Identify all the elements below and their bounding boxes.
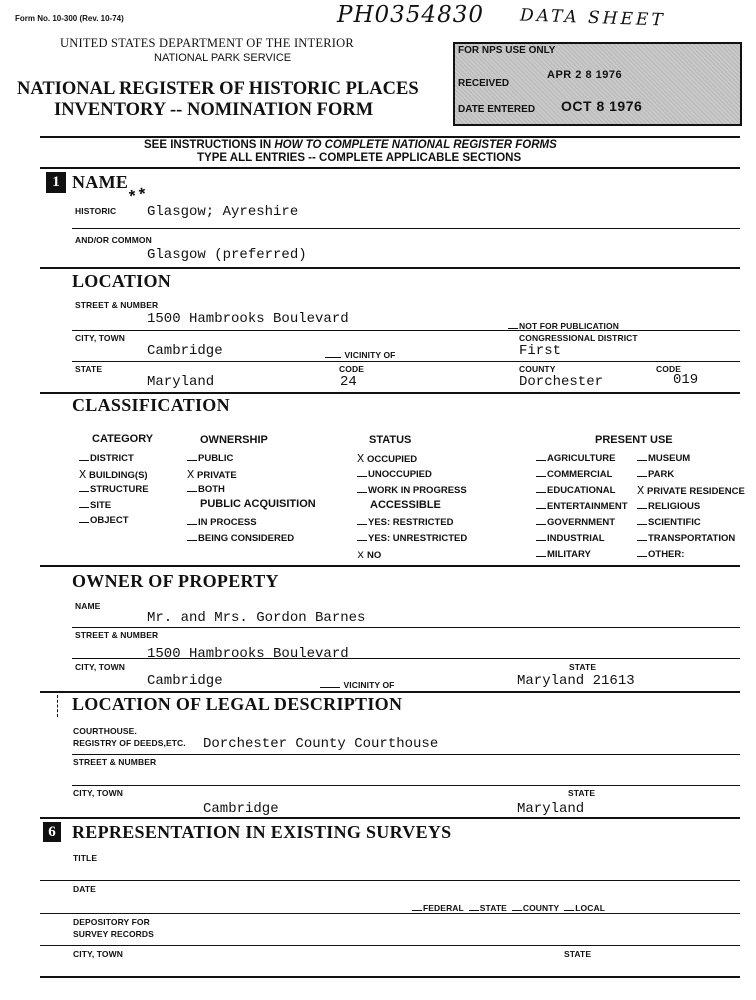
date-entered-stamp: OCT 8 1976: [561, 98, 643, 114]
legal-street-label: STREET & NUMBER: [73, 757, 157, 767]
street-value: 1500 Hambrooks Boulevard: [147, 311, 349, 327]
checkbox-mark: [79, 514, 89, 523]
option-label: YES: UNRESTRICTED: [368, 533, 468, 545]
checkbox-mark: [536, 484, 546, 493]
option-label: OTHER:: [648, 549, 685, 560]
option-label: IN PROCESS: [198, 517, 257, 528]
survey-level-options: [412, 902, 605, 913]
courthouse-value: Dorchester County Courthouse: [203, 736, 439, 752]
registry-label: REGISTRY OF DEEDS,ETC.: [73, 738, 186, 748]
owner-street-value: 1500 Hambrooks Boulevard: [147, 646, 349, 662]
category-heading: CATEGORY: [92, 433, 154, 445]
option-label: UNOCCUPIED: [368, 469, 432, 481]
accessible-option: [357, 532, 467, 544]
owner-name-value: Mr. and Mrs. Gordon Barnes: [147, 610, 366, 626]
street-number-label: STREET & NUMBER: [75, 300, 159, 310]
option-label: PRIVATE RESIDENCE: [647, 486, 745, 497]
instructions-prefix: SEE INSTRUCTIONS IN: [144, 139, 275, 151]
option-label: AGRICULTURE: [547, 453, 616, 464]
checkbox-mark: [79, 452, 89, 461]
checkbox-mark: [637, 532, 647, 541]
owner-state-value: Maryland 21613: [517, 673, 635, 689]
owner-street-label: STREET & NUMBER: [75, 630, 159, 640]
owner-city-label: CITY, TOWN: [75, 662, 125, 672]
section-title-surveys: REPRESENTATION IN EXISTING SURVEYS: [72, 822, 452, 842]
option-label: RELIGIOUS: [648, 501, 701, 512]
option-label: TRANSPORTATION: [648, 533, 736, 544]
rule: [40, 267, 740, 269]
survey-state-label: STATE: [564, 949, 592, 959]
rule: [40, 167, 740, 169]
date-entered-label: DATE ENTERED: [458, 104, 536, 115]
survey-date-label: DATE: [73, 884, 96, 894]
rule: [40, 691, 740, 693]
state-value: Maryland: [147, 374, 215, 390]
checkbox-mark: [637, 516, 647, 525]
checkbox-mark: [187, 516, 197, 525]
checkbox-mark: [187, 483, 197, 492]
handwritten-reference: PH0354830: [337, 2, 484, 28]
checkbox-mark: [536, 500, 546, 509]
option-label: OCCUPIED: [367, 454, 418, 465]
option-label: COMMERCIAL: [547, 469, 613, 480]
survey-title-label: TITLE: [73, 853, 98, 863]
checkbox-mark: X: [637, 484, 645, 498]
option-label: PARK: [648, 469, 675, 480]
present-use-right-option: [637, 548, 684, 560]
service-name: NATIONAL PARK SERVICE: [154, 52, 292, 64]
present-use-left-option: [536, 500, 628, 512]
checkbox-blank: [325, 349, 341, 358]
depository-label: DEPOSITORY FOR: [73, 917, 150, 927]
status-option: [357, 484, 467, 496]
present-use-left-option: [536, 516, 615, 528]
rule: [72, 361, 740, 362]
ownership-option: [187, 483, 225, 495]
courthouse-label: COURTHOUSE.: [73, 726, 137, 736]
section-title-location: LOCATION: [72, 271, 172, 291]
rule: [40, 136, 740, 138]
present-use-right-option: [637, 500, 700, 512]
nps-box-heading: FOR NPS USE ONLY: [458, 45, 556, 56]
checkbox-mark: X: [79, 467, 87, 482]
present-use-right-option: [637, 452, 690, 464]
congressional-district-value: First: [519, 343, 562, 359]
instructions-line2: TYPE ALL ENTRIES -- COMPLETE APPLICABLE SECTIONS: [197, 152, 522, 164]
accessible-option: [357, 516, 454, 528]
local-level-label: LOCAL: [575, 903, 606, 913]
present-use-left-option: [536, 532, 605, 544]
rule: [40, 945, 740, 946]
state-code-label: CODE: [339, 364, 364, 374]
owner-name-label: NAME: [75, 601, 101, 611]
option-label: YES: RESTRICTED: [368, 517, 454, 528]
legal-city-value: Cambridge: [203, 801, 279, 817]
instructions-line1: [144, 139, 557, 151]
rule: [72, 754, 740, 755]
checkbox-mark: [536, 468, 546, 477]
option-label: ENTERTAINMENT: [547, 501, 628, 512]
category-option: [79, 468, 148, 482]
not-for-publication-label: NOT FOR PUBLICATION: [519, 321, 619, 331]
option-label: NO: [367, 550, 382, 562]
accessible-heading: ACCESSIBLE: [370, 499, 441, 511]
congressional-district-label: CONGRESSIONAL DISTRICT: [519, 333, 638, 343]
common-name-label: AND/OR COMMON: [75, 235, 152, 245]
rule: [72, 658, 740, 659]
county-code-value: 019: [673, 372, 699, 388]
checkbox-mark: x: [357, 548, 365, 563]
legal-state-value: Maryland: [517, 801, 585, 817]
ownership-heading: OWNERSHIP: [200, 434, 268, 446]
form-title-line2: INVENTORY -- NOMINATION FORM: [54, 100, 374, 120]
federal-label: FEDERAL: [423, 903, 464, 913]
department-name: UNITED STATES DEPARTMENT OF THE INTERIOR: [60, 36, 354, 50]
checkbox-mark: [357, 532, 367, 541]
status-option: [357, 468, 432, 480]
option-label: BEING CONSIDERED: [198, 533, 295, 544]
public-acquisition-heading: PUBLIC ACQUISITION: [200, 498, 316, 510]
ownership-option: [187, 468, 237, 482]
county-label: COUNTY: [519, 364, 556, 374]
received-label: RECEIVED: [458, 78, 510, 89]
checkbox-blank: [320, 679, 340, 688]
survey-records-label: SURVEY RECORDS: [73, 929, 154, 939]
checkbox-mark: [187, 532, 197, 541]
present-use-right-option: [637, 484, 745, 498]
option-label: INDUSTRIAL: [547, 533, 605, 544]
present-use-left-option: [536, 452, 615, 464]
vicinity-option: [325, 349, 395, 360]
state-code-value: 24: [340, 374, 357, 390]
rule: [40, 392, 740, 394]
county-code-label: CODE: [656, 364, 681, 374]
section-title-classification: CLASSIFICATION: [72, 395, 230, 415]
checkbox-mark: [357, 516, 367, 525]
received-stamp: APR 2 8 1976: [547, 69, 623, 81]
option-label: GOVERNMENT: [547, 517, 616, 528]
rule: [72, 627, 740, 628]
checkbox-mark: [536, 516, 546, 525]
present-use-left-option: [536, 548, 591, 560]
checkbox-mark: [536, 452, 546, 461]
checkbox-mark: [357, 484, 367, 493]
checkbox-mark: [357, 468, 367, 477]
present-use-left-option: [536, 484, 615, 496]
historic-name-value: Glasgow; Ayreshire: [147, 204, 299, 220]
ownership-option: [187, 452, 233, 464]
section-title-legal: LOCATION OF LEGAL DESCRIPTION: [72, 694, 403, 714]
common-name-value: Glasgow (preferred): [147, 247, 307, 263]
handwritten-note: DATA SHEET: [519, 5, 667, 31]
checkbox-mark: [187, 452, 197, 461]
rule: [40, 817, 740, 819]
city-town-label: CITY, TOWN: [75, 333, 125, 343]
option-label: SITE: [90, 499, 112, 511]
county-value: Dorchester: [519, 374, 604, 390]
accessible-option: [357, 548, 381, 562]
checkbox-mark: [637, 452, 647, 461]
status-option: [357, 452, 417, 466]
instructions-guide-title: HOW TO COMPLETE NATIONAL REGISTER FORMS: [274, 139, 557, 151]
rule: [40, 976, 740, 978]
rule: [40, 565, 740, 567]
category-option: [79, 483, 149, 495]
checkbox-blank: [512, 902, 522, 911]
owner-state-label: STATE: [569, 662, 597, 672]
county-level-label: COUNTY: [522, 903, 560, 913]
margin-mark: [57, 695, 58, 717]
checkbox-mark: [536, 548, 546, 557]
rule: [40, 880, 740, 881]
owner-city-value: Cambridge: [147, 673, 223, 689]
option-label: OBJECT: [90, 515, 129, 527]
category-option: [79, 499, 111, 511]
rule: [72, 785, 740, 786]
checkbox-blank: [508, 320, 518, 329]
legal-city-label: CITY, TOWN: [73, 788, 123, 798]
checkbox-blank: [412, 902, 422, 911]
option-label: PRIVATE: [197, 469, 237, 481]
category-option: [79, 514, 129, 526]
survey-city-label: CITY, TOWN: [73, 949, 123, 959]
option-label: MILITARY: [547, 549, 591, 560]
nps-use-box: [453, 42, 742, 126]
option-label: STRUCTURE: [90, 484, 149, 496]
present-use-right-option: [637, 532, 735, 544]
acquisition-option: [187, 532, 294, 544]
owner-vicinity-label: VICINITY OF: [343, 680, 395, 690]
section-number-6: 6: [43, 822, 61, 842]
present-use-right-option: [637, 468, 674, 480]
state-label: STATE: [75, 364, 103, 374]
form-number: Form No. 10-300 (Rev. 10-74): [15, 14, 124, 23]
rule: [40, 913, 740, 914]
checkbox-mark: [536, 532, 546, 541]
section-number-1: 1: [46, 172, 66, 193]
section-title-owner: OWNER OF PROPERTY: [72, 571, 279, 591]
option-label: SCIENTIFIC: [648, 517, 701, 528]
checkbox-blank: [564, 902, 574, 911]
section-title-name: NAME: [72, 172, 129, 192]
status-heading: STATUS: [369, 434, 412, 446]
form-title-line1: NATIONAL REGISTER OF HISTORIC PLACES: [17, 79, 419, 99]
option-label: EDUCATIONAL: [547, 485, 616, 496]
option-label: PUBLIC: [198, 453, 234, 464]
historic-asterisk-mark: **: [126, 186, 151, 209]
present-use-right-option: [637, 516, 701, 528]
owner-vicinity-option: [320, 679, 394, 690]
legal-state-label: STATE: [568, 788, 596, 798]
city-value: Cambridge: [147, 343, 223, 359]
checkbox-mark: [637, 468, 647, 477]
checkbox-blank: [469, 902, 479, 911]
checkbox-mark: [79, 483, 89, 492]
category-option: [79, 452, 134, 464]
state-level-label: STATE: [479, 903, 507, 913]
present-use-left-option: [536, 468, 612, 480]
checkbox-mark: [637, 548, 647, 557]
checkbox-mark: [637, 500, 647, 509]
rule: [72, 330, 740, 331]
checkbox-mark: X: [187, 467, 195, 482]
checkbox-mark: [79, 499, 89, 508]
checkbox-mark: X: [357, 452, 365, 466]
vicinity-label: VICINITY OF: [344, 350, 396, 360]
option-label: DISTRICT: [90, 453, 134, 464]
acquisition-option: [187, 516, 257, 528]
option-label: BOTH: [198, 484, 225, 496]
option-label: BUILDING(S): [89, 469, 148, 481]
present-use-heading: PRESENT USE: [595, 434, 673, 446]
rule: [72, 228, 740, 229]
historic-label: HISTORIC: [75, 206, 117, 216]
option-label: WORK IN PROGRESS: [368, 485, 467, 497]
option-label: MUSEUM: [648, 453, 691, 464]
